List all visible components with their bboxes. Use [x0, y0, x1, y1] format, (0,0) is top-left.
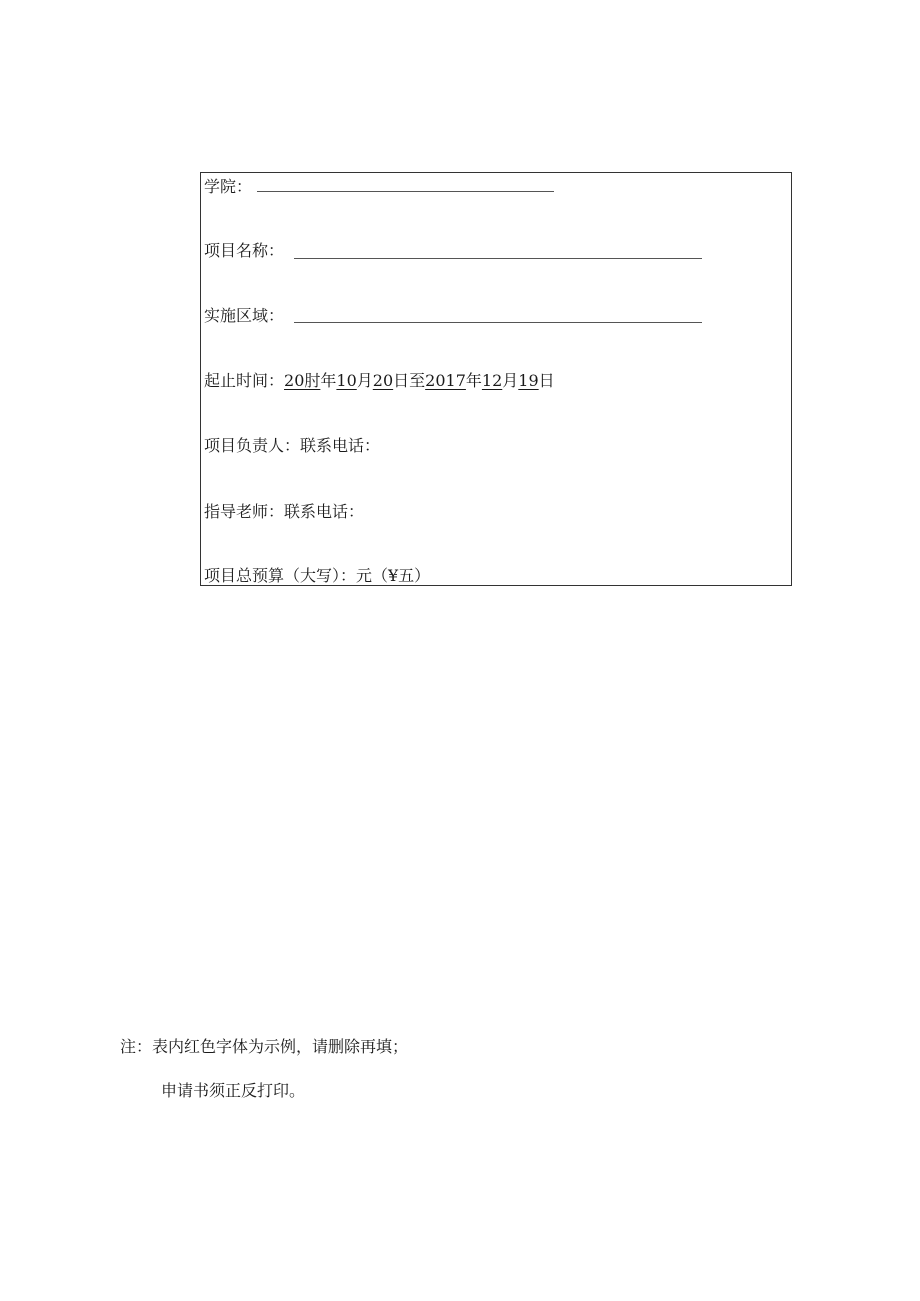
area-label: 实施区域： — [204, 306, 285, 325]
budget-label: 项目总预算（大写）：元（¥五） — [204, 566, 431, 585]
area-input-line[interactable] — [294, 322, 702, 323]
period-label: 起止时间： — [204, 371, 285, 390]
month-word-2: 月 — [502, 371, 519, 390]
day-word: 日 — [393, 371, 410, 390]
college-input-line[interactable] — [257, 191, 554, 192]
year-word: 年 — [320, 371, 337, 390]
period-row — [204, 371, 555, 391]
note-line-2: 申请书须正反打印。 — [161, 1081, 306, 1100]
advisor-label: 指导老师：联系电话： — [204, 502, 365, 521]
application-form-box — [200, 172, 792, 586]
start-month[interactable]: 10 — [336, 371, 357, 390]
year-word-2: 年 — [465, 371, 482, 390]
project-name-label: 项目名称： — [204, 241, 285, 260]
end-month[interactable]: 12 — [481, 371, 503, 390]
end-day[interactable]: 19 — [518, 371, 539, 390]
note-line-1: 注：表内红色字体为示例，请删除再填； — [120, 1037, 409, 1056]
college-label: 学院： — [204, 177, 253, 196]
end-year[interactable]: 2017 — [425, 371, 466, 390]
start-year[interactable]: 20肘 — [284, 371, 321, 390]
leader-label: 项目负责人：联系电话： — [204, 436, 381, 455]
start-day[interactable]: 20 — [372, 371, 394, 390]
month-word: 月 — [356, 371, 373, 390]
project-name-input-line[interactable] — [294, 258, 702, 259]
day-word-2: 日 — [538, 371, 555, 390]
to-word: 至 — [409, 371, 426, 390]
